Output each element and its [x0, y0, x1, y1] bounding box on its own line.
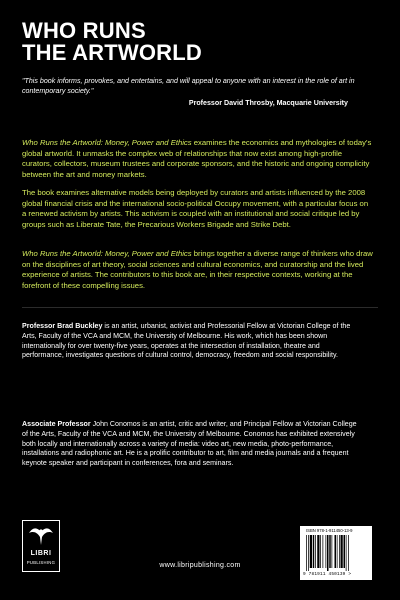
barcode-number: 9 781911 450139	[303, 572, 346, 577]
barcode-bar	[339, 535, 340, 568]
blurb-paragraph-3	[22, 249, 374, 291]
author-name: Professor Brad Buckley	[22, 322, 103, 330]
title-line-2: THE ARTWORLD	[22, 40, 203, 65]
publisher-sub: PUBLISHING	[26, 560, 56, 565]
author-name: Associate Professor	[22, 420, 91, 428]
publisher-website: www.libripublishing.com	[159, 562, 241, 569]
barcode-bar	[337, 535, 338, 568]
book-title-italic: Who Runs the Artworld: Money, Power and Ethics	[22, 249, 192, 258]
barcode-bar	[308, 535, 309, 571]
barcode-bar	[306, 535, 307, 571]
barcode-bar	[326, 535, 327, 568]
publisher-name: LIBRI	[30, 550, 52, 557]
barcode-bars	[306, 535, 366, 571]
barcode-bar	[335, 535, 337, 568]
barcode-bar	[327, 535, 329, 571]
title-line-1: WHO RUNS	[22, 18, 146, 43]
section-divider	[22, 307, 378, 308]
bird-icon	[28, 524, 54, 548]
book-title	[22, 20, 322, 64]
blurb-paragraph-1	[22, 138, 374, 180]
barcode	[300, 526, 372, 580]
barcode-bar	[315, 535, 316, 568]
barcode-bar	[332, 535, 333, 568]
isbn-label: ISBN 978-1-911450-13-9	[306, 528, 353, 533]
barcode-bar	[329, 535, 331, 568]
book-title-italic: Who Runs the Artworld: Money, Power and Ethics	[22, 138, 192, 147]
barcode-bar	[317, 535, 319, 568]
quote-attribution: Professor David Throsby, Macquarie University	[188, 99, 348, 107]
bio-text: John Conomos is an artist, critic and writer, and Principal Fellow at Victorian College of the Arts, Faculty of the VCA and MCM, the University of Melbourne. Conomos has exhibited extensively both locally and internationally across a variety of media: video art, new media, photo-performance, installations and radiophonic art. He is a prolific contributor to art, film and media journals and a frequent keynote speaker and participant in conferences, fora and seminars.	[22, 420, 357, 468]
barcode-bar	[320, 535, 321, 568]
blurb-paragraph-2: The book examines alternative models being deployed by curators and artists influenced by the 2008 global financial crisis and the international socio-political Occupy movement, with a particular focus on a renewed activism by artists. This activism is coupled with an institutional and social critique led by groups such as Liberate Tate, the Precarious Workers Brigade and Strike Debt.	[22, 188, 369, 229]
barcode-bar	[344, 535, 346, 568]
barcode-bar	[323, 535, 324, 568]
barcode-bar	[310, 535, 312, 568]
blurb-text: examines the economics and mythologies of today's global artworld. It unmasks the complex web of relationships that now exist among high-profile curators, collectors, museum trustees and corporate sponsors, and the historic and ongoing complicity between the art and money markets.	[22, 138, 372, 179]
review-quote: "This book informs, provokes, and entertains, and will appeal to anyone with an interest in the role of art in contemporary society."	[22, 77, 355, 95]
barcode-bar	[341, 535, 343, 568]
author-bio-1	[22, 322, 362, 361]
barcode-arrow: >	[348, 572, 352, 577]
blurb-text: brings together a diverse range of thinkers who draw on the disciplines of art theory, social sciences and cultural economics, and curatorship and the lived experience of artists. The contributors to this book are, in their respective contexts, working at the forefront of these compelling issues.	[22, 249, 373, 290]
barcode-bar	[346, 535, 347, 571]
barcode-bar	[348, 535, 349, 571]
author-bio-2	[22, 420, 362, 469]
barcode-bar	[313, 535, 315, 568]
barcode-digits	[303, 572, 371, 577]
bio-text: is an artist, urbanist, activist and Professorial Fellow at Victorian College of the Arts, Faculty of the VCA and MCM, the University of Melbourne. His work, which has been shown internationally for over twenty-five years, operates at the intersection of installation, theatre and performance, investigates questions of cultural control, democracy, freedom and social responsibility.	[22, 322, 351, 360]
